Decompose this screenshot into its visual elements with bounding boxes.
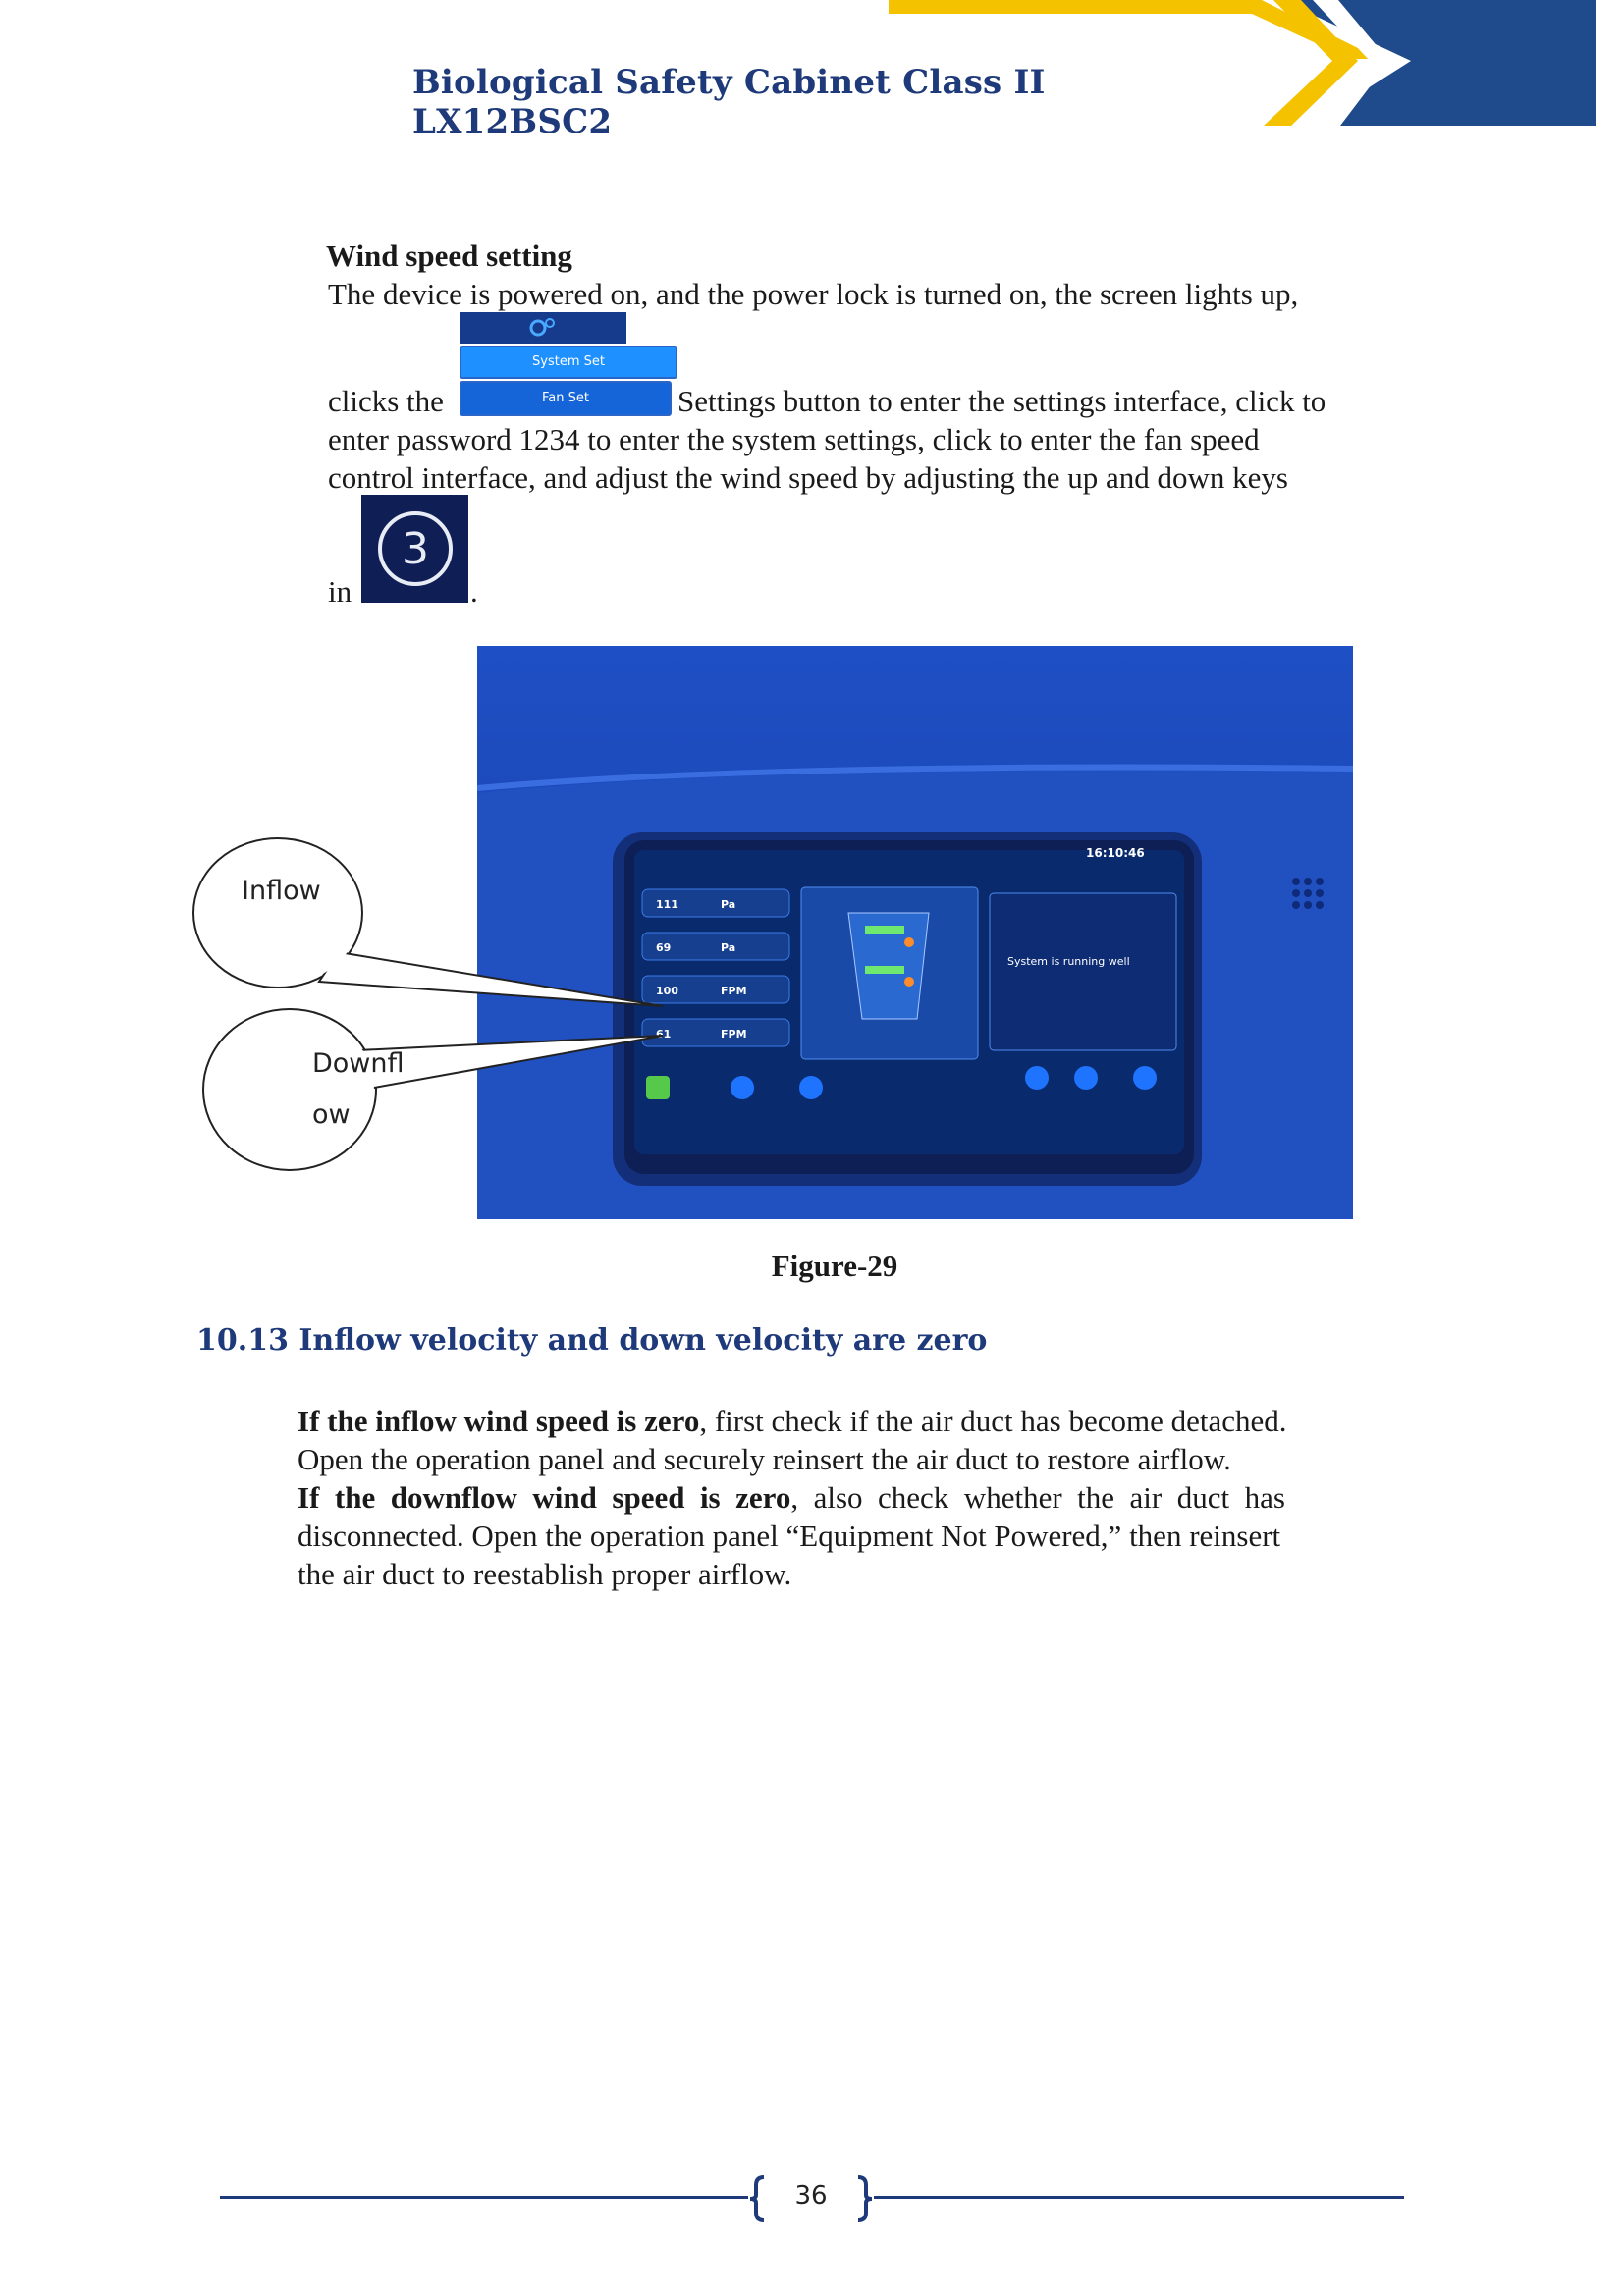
para-1-bold: If the inflow wind speed is zero — [298, 1404, 700, 1438]
screen-status: System is running well — [1007, 955, 1130, 968]
para-2-rest: , also check whether the air duct has — [790, 1480, 1285, 1515]
settings-gear-button — [460, 312, 626, 344]
fan-set-button: Fan Set — [460, 381, 672, 416]
wind-line-2-suffix: Settings button to enter the settings interface, click to — [677, 384, 1326, 418]
wind-line-4: control interface, and adjust the wind speed by adjusting the up and down keys — [328, 460, 1288, 495]
para-1-line-2: Open the operation panel and securely reinsert the air duct to restore airflow. — [298, 1442, 1231, 1476]
section-heading: 10.13 Inflow velocity and down velocity are zero — [196, 1323, 988, 1358]
document-title: Biological Safety Cabinet Class II LX12BSC2 — [412, 63, 1046, 141]
page-number: 36 — [794, 2181, 828, 2211]
para-2-bold: If the downflow wind speed is zero — [298, 1480, 791, 1515]
reading-3-unit: FPM — [721, 985, 747, 997]
callout-downflow-label-2: ow — [312, 1099, 351, 1130]
system-set-button: System Set — [460, 346, 677, 379]
wind-line-2-prefix: clicks the — [328, 384, 444, 418]
para-2-line-2: disconnected. Open the operation panel “Equipment Not Powered,” then reinsert — [298, 1519, 1281, 1553]
footer-rule-left — [220, 2196, 748, 2199]
fan-speed-3-icon — [361, 495, 468, 603]
wind-speed-heading: Wind speed setting — [326, 239, 572, 273]
wind-line-1: The device is powered on, and the power lock is turned on, the screen lights up, — [328, 277, 1299, 311]
callout-inflow-label: Inflow — [242, 876, 321, 906]
reading-1-value: 111 — [656, 898, 678, 911]
reading-2-value: 69 — [656, 941, 672, 954]
reading-1-unit: Pa — [721, 898, 736, 911]
reading-4-unit: FPM — [721, 1028, 747, 1041]
footer-rule-right — [874, 2196, 1404, 2199]
icon3-digit: 3 — [402, 524, 429, 574]
figure-caption: Figure-29 — [771, 1249, 898, 1283]
reading-3-value: 100 — [656, 985, 678, 997]
para-2-line-3: the air duct to reestablish proper airflow. — [298, 1557, 792, 1591]
para-1-rest: , first check if the air duct has become detached. — [699, 1404, 1287, 1438]
wind-line-3: enter password 1234 to enter the system settings, click to enter the fan speed — [328, 422, 1260, 456]
para-2-line-1 — [298, 1478, 1428, 1517]
header-decoration — [889, 0, 1624, 128]
gear-icon — [460, 312, 626, 344]
callout-downflow-label-1: Downfl — [312, 1048, 405, 1079]
reading-4-value: 61 — [656, 1028, 672, 1041]
wind-line-5-suffix: . — [470, 574, 478, 609]
screen-time: 16:10:46 — [1086, 846, 1145, 860]
para-1-line-1 — [298, 1402, 1428, 1440]
wind-line-5-prefix: in — [328, 574, 352, 609]
reading-2-unit: Pa — [721, 941, 736, 954]
